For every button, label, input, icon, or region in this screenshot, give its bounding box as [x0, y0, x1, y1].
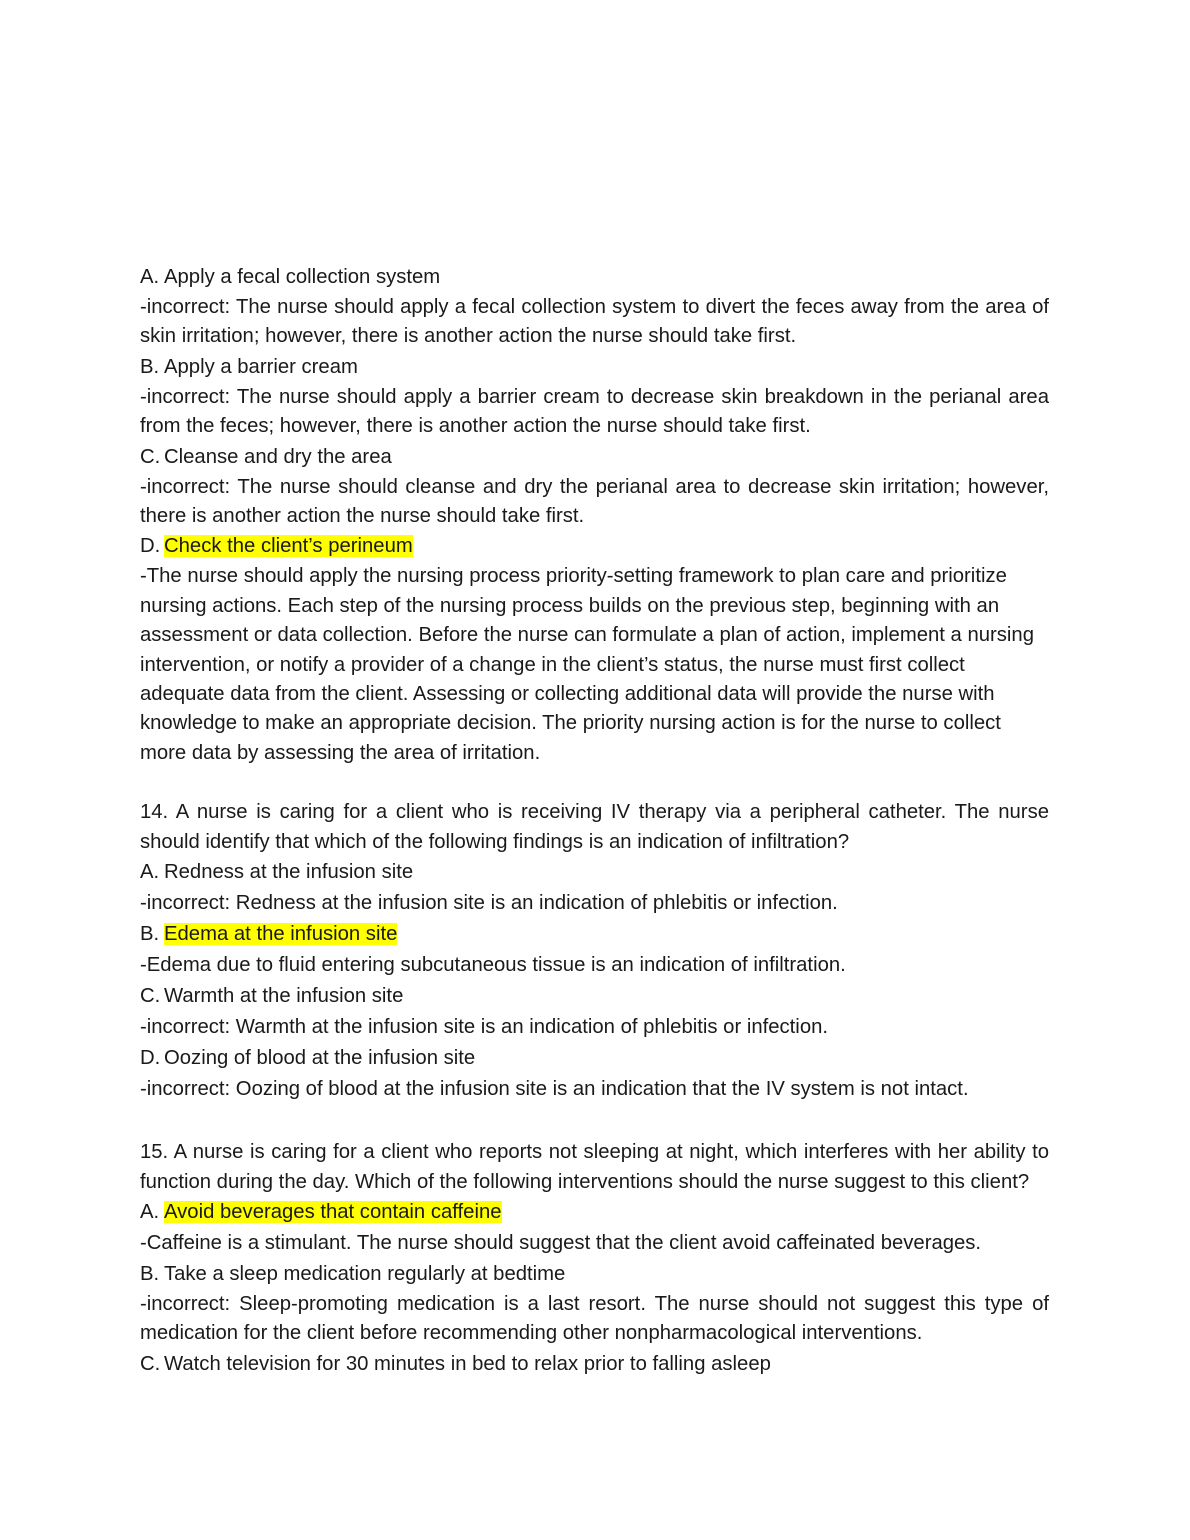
q14-option-d: D. Oozing of blood at the infusion site: [140, 1047, 476, 1070]
q14-option-a: A. Redness at the infusion site: [140, 861, 414, 884]
q15-option-b: B. Take a sleep medication regularly at bedtime: [140, 1262, 566, 1285]
question-14-stem: 14. A nurse is caring for a client who is receiving IV therapy via a peripheral catheter. The nurse should identify that which of the following findings is an indication of infiltration?: [140, 801, 1049, 853]
option-d-correct: D. Check the client’s perineum: [140, 535, 413, 558]
q14-rationale-c: -incorrect: Warmth at the infusion site is an indication of phlebitis or infection.: [140, 1016, 829, 1039]
correct-answer-highlight: Avoid beverages that contain caffeine: [164, 1200, 502, 1223]
option-b-text: Apply a barrier cream: [164, 355, 358, 378]
q15-option-c: C. Watch television for 30 minutes in bed to relax prior to falling asleep: [140, 1352, 771, 1375]
question-15-stem: 15. A nurse is caring for a client who reports not sleeping at night, which interferes with her ability to function during the day. Which of the following interventions should the nurse suggest to this client?: [140, 1141, 1049, 1193]
rationale-d: -The nurse should apply the nursing process priority-setting framework to plan care and prioritize nursing actions. Each step of the nursing process builds on the previous step, beginning with an assessment or data collection. Before the nurse can formulate a plan of action, implement a nursing intervention, or notify a provider of a change in the client’s status, the nurse must first collect adequate data from the client. Assessing or collecting additional data will provide the nurse with knowledge to make an appropriate decision. The priority nursing action is for the nurse to collect more data by assessing the area of irritation.: [140, 565, 1034, 764]
q14-rationale-b: -Edema due to fluid entering subcutaneous tissue is an indication of infiltration.: [140, 954, 846, 977]
spacer: [140, 1105, 1049, 1138]
rationale-a: -incorrect: The nurse should apply a fecal collection system to divert the feces away from the area of skin irritation; however, there is another action the nurse should take first.: [140, 296, 1049, 348]
q14-rationale-d: -incorrect: Oozing of blood at the infusion site is an indication that the IV system is not intact.: [140, 1078, 969, 1101]
q15-rationale-b: -incorrect: Sleep-promoting medication is a last resort. The nurse should not suggest this type of medication for the client before recommending other nonpharmacological interventions.: [140, 1292, 1049, 1345]
rationale-b: -incorrect: The nurse should apply a barrier cream to decrease skin breakdown in the perianal area from the feces; however, there is another action the nurse should take first.: [140, 385, 1049, 438]
option-c-text: Cleanse and dry the area: [164, 445, 392, 468]
q14-rationale-a: -incorrect: Redness at the infusion site is an indication of phlebitis or infection.: [140, 892, 838, 915]
spacer: [140, 768, 1049, 798]
q15-option-a-correct: A. Avoid beverages that contain caffeine: [140, 1200, 502, 1223]
option-c: C. Cleanse and dry the area: [140, 445, 392, 468]
document-body: [140, 262, 1049, 1380]
correct-answer-highlight: Edema at the infusion site: [164, 923, 398, 946]
rationale-c: -incorrect: The nurse should cleanse and dry the perianal area to decrease skin irritation; however, there is another action the nurse should take first.: [140, 475, 1049, 528]
q14-option-c: C. Warmth at the infusion site: [140, 985, 404, 1008]
correct-answer-highlight: Check the client’s perineum: [164, 535, 413, 558]
option-b: B. Apply a barrier cream: [140, 355, 358, 378]
option-a: A. Apply a fecal collection system: [140, 266, 441, 288]
q14-option-b-correct: B. Edema at the infusion site: [140, 923, 398, 946]
q15-rationale-a: -Caffeine is a stimulant. The nurse should suggest that the client avoid caffeinated beverages.: [140, 1231, 982, 1254]
option-a-text: Apply a fecal collection system: [164, 266, 441, 288]
